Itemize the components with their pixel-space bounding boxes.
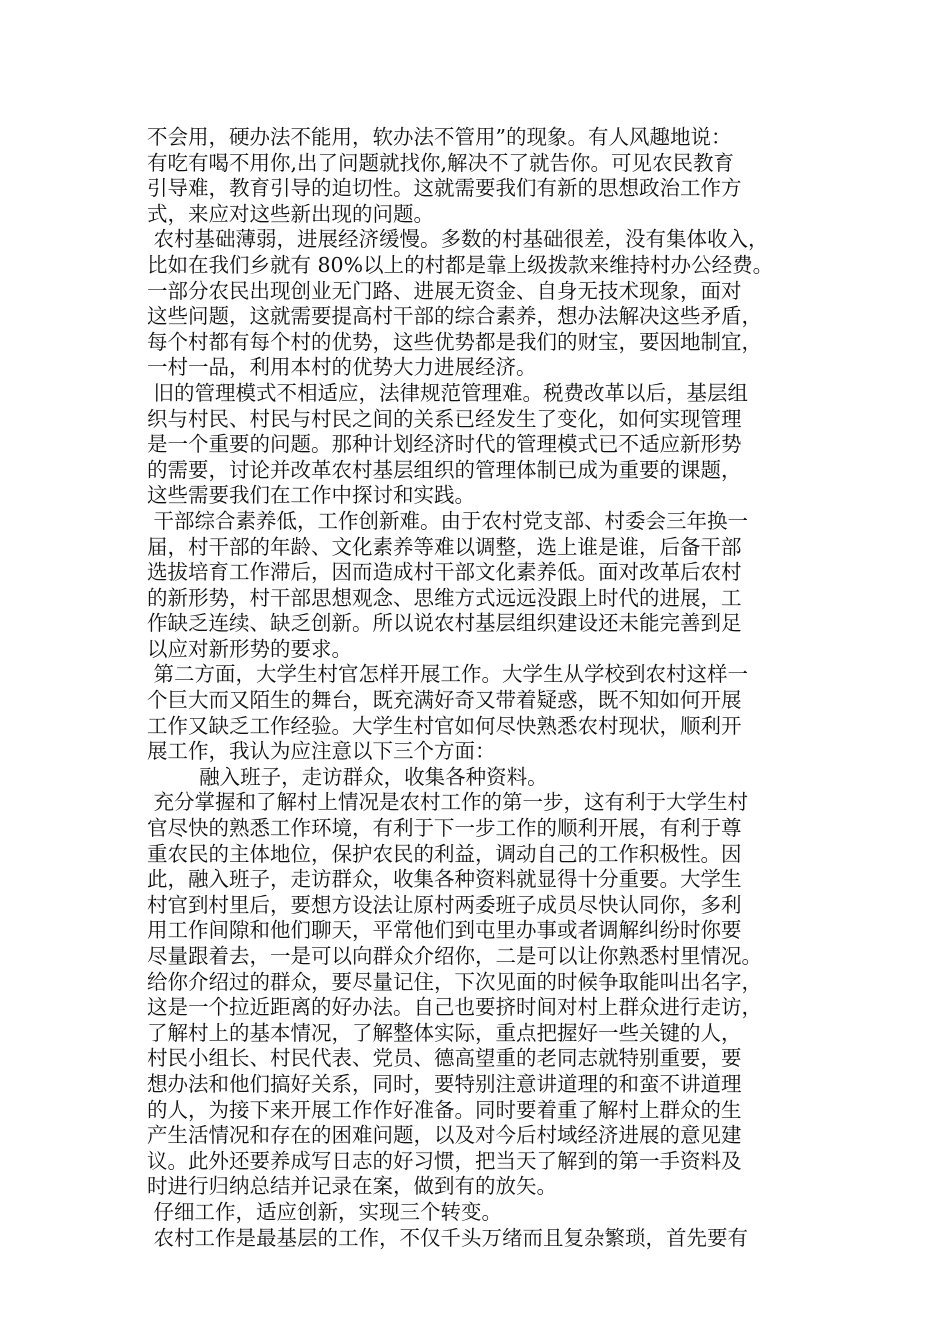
text-line: 作缺乏连续、缺乏创新。所以说农村基层组织建设还未能完善到足 bbox=[147, 611, 742, 636]
text-line: 尽量跟着去，一是可以向群众介绍你，二是可以让你熟悉村里情况。 bbox=[147, 944, 762, 968]
text-line: 时进行归纳总结并记录在案，做到有的放矢。 bbox=[147, 1174, 557, 1199]
text-line: 仔细工作，适应创新，实现三个转变。 bbox=[147, 1199, 503, 1224]
text-line: 给你介绍过的群众，要尽量记住，下次见面的时候争取能叫出名字， bbox=[147, 969, 762, 994]
text-line: 议。此外还要养成写日志的好习惯，把当天了解到的第一手资料及 bbox=[147, 1148, 742, 1173]
text-line: 一村一品，利用本村的优势大力进展经济。 bbox=[147, 355, 537, 380]
text-line: 农村工作是最基层的工作，不仅千头万绪而且复杂繁琐，首先要有 bbox=[147, 1225, 749, 1250]
text-line: 引导难，教育引导的迫切性。这就需要我们有新的思想政治工作方 bbox=[147, 176, 742, 201]
text-line: 展工作，我认为应注意以下三个方面： bbox=[147, 739, 496, 764]
text-line: 工作又缺乏工作经验。大学生村官如何尽快熟悉农村现状，顺利开 bbox=[147, 713, 742, 738]
text-line: 的需要，讨论并改革农村基层组织的管理体制已成为重要的课题， bbox=[147, 457, 742, 482]
text-line: 的新形势，村干部思想观念、思维方式远远没跟上时代的进展，工 bbox=[147, 585, 742, 610]
text-line: 届，村干部的年龄、文化素养等难以调整，选上谁是谁，后备干部 bbox=[147, 534, 742, 559]
text-line: 村官到村里后，要想方设法让原村两委班子成员尽快认同你，多利 bbox=[147, 892, 742, 917]
text-line: 此，融入班子，走访群众，收集各种资料就显得十分重要。大学生 bbox=[147, 867, 742, 892]
text-line: 村民小组长、村民代表、党员、德高望重的老同志就特别重要，要 bbox=[147, 1046, 742, 1071]
text-line: 有吃有喝不用你,出了问题就找你,解决不了就告你。可见农民教育 bbox=[147, 150, 735, 175]
text-line: 的人，为接下来开展工作作好准备。同时要着重了解村上群众的生 bbox=[147, 1097, 742, 1122]
text-line: 旧的管理模式不相适应，法律规范管理难。税费改革以后，基层组 bbox=[147, 380, 749, 405]
text-line: 是一个重要的问题。那种计划经济时代的管理模式已不适应新形势 bbox=[147, 432, 742, 457]
text-line: 干部综合素养低，工作创新难。由于农村党支部、村委会三年换一 bbox=[147, 508, 749, 533]
text-line: 一部分农民出现创业无门路、进展无资金、自身无技术现象，面对 bbox=[147, 278, 742, 303]
text-line: 第二方面，大学生村官怎样开展工作。大学生从学校到农村这样一 bbox=[147, 662, 749, 687]
text-line: 农村基础薄弱，进展经济缓慢。多数的村基础很差，没有集体收入， bbox=[147, 227, 769, 252]
text-line: 官尽快的熟悉工作环境，有利于下一步工作的顺利开展，有利于尊 bbox=[147, 816, 742, 841]
text-line: 用工作间隙和他们聊天，平常他们到屯里办事或者调解纠纷时你要 bbox=[147, 918, 742, 943]
text-line: 不会用，硬办法不能用，软办法不管用”的现象。有人风趣地说： bbox=[147, 125, 732, 149]
text-line: 这是一个拉近距离的好办法。自己也要挤时间对村上群众进行走访， bbox=[147, 995, 762, 1020]
text-line: 充分掌握和了解村上情况是农村工作的第一步，这有利于大学生村 bbox=[147, 790, 749, 815]
text-line: 选拔培育工作滞后，因而造成村干部文化素养低。面对改革后农村 bbox=[147, 560, 742, 585]
text-line: 这些需要我们在工作中探讨和实践。 bbox=[147, 483, 475, 508]
text-line: 重农民的主体地位，保护农民的利益，调动自己的工作积极性。因 bbox=[147, 841, 742, 866]
document-body bbox=[147, 125, 812, 1251]
text-line: 想办法和他们搞好关系，同时，要特别注意讲道理的和蛮不讲道理 bbox=[147, 1071, 742, 1096]
text-line: 比如在我们乡就有 80%以上的村都是靠上级拨款来维持村办公经费。 bbox=[147, 252, 774, 277]
text-line: 产生活情况和存在的困难问题，以及对今后村域经济进展的意见建 bbox=[147, 1123, 742, 1148]
text-line: 每个村都有每个村的优势，这些优势都是我们的财宝，要因地制宜， bbox=[147, 329, 762, 354]
text-line: 融入班子，走访群众，收集各种资料。 bbox=[147, 764, 548, 789]
text-line: 织与村民、村民与村民之间的关系已经发生了变化，如何实现管理 bbox=[147, 406, 742, 431]
text-line: 这些问题，这就需要提高村干部的综合素养，想办法解决这些矛盾， bbox=[147, 304, 762, 329]
text-line: 以应对新形势的要求。 bbox=[147, 636, 352, 661]
text-line: 式，来应对这些新出现的问题。 bbox=[147, 201, 434, 226]
text-line: 了解村上的基本情况，了解整体实际，重点把握好一些关键的人， bbox=[147, 1020, 742, 1045]
text-line: 个巨大而又陌生的舞台，既充满好奇又带着疑惑，既不知如何开展 bbox=[147, 688, 742, 713]
